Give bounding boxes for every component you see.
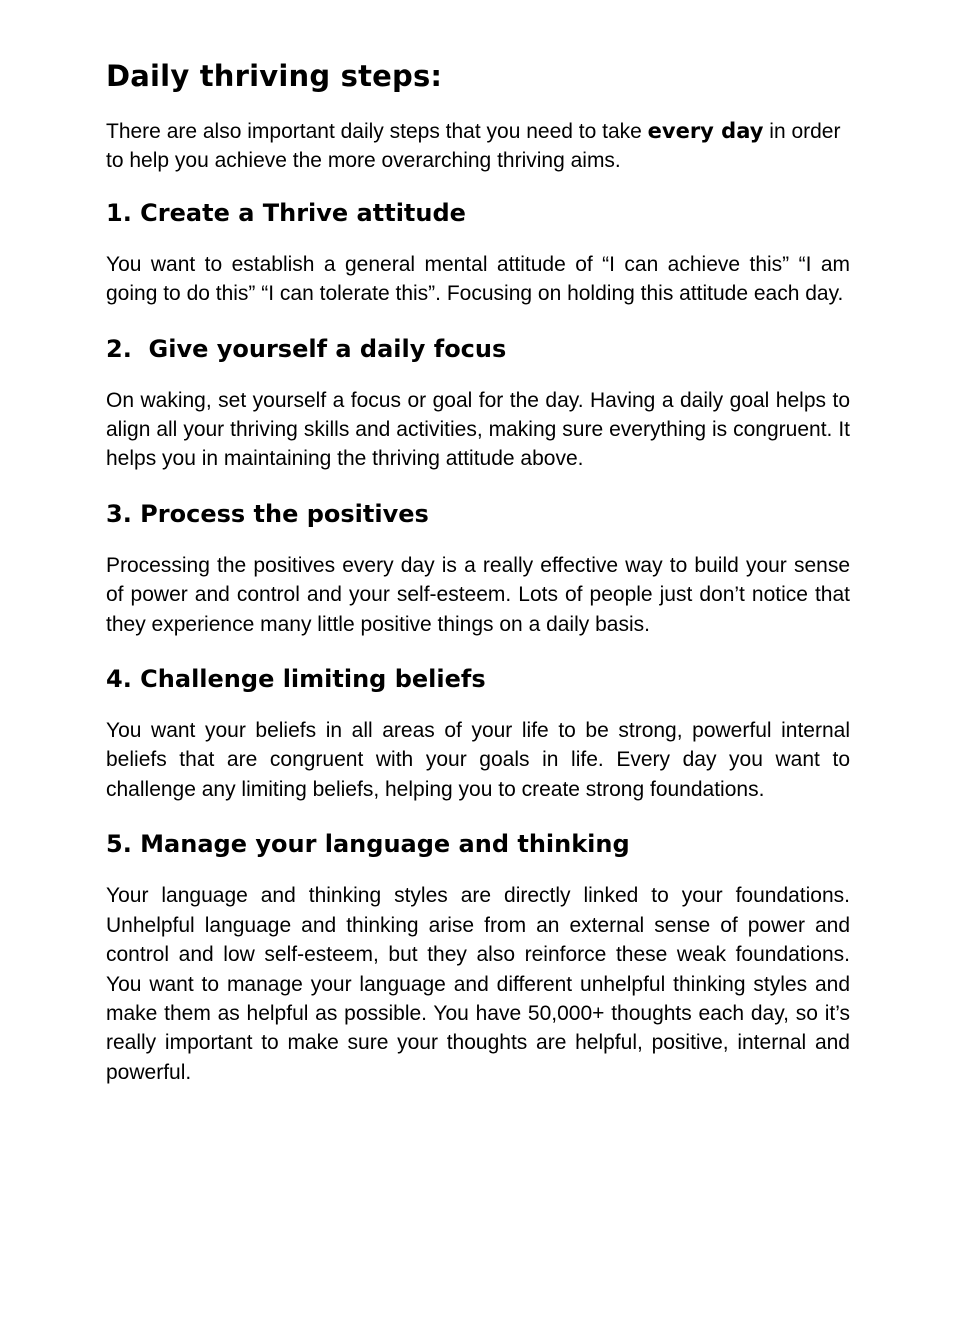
page-title: Daily thriving steps: (106, 59, 443, 93)
intro-emphasis: every day (647, 119, 764, 143)
section-heading: 4. Challenge limiting beliefs (106, 665, 486, 694)
section-create-thrive-attitude (106, 198, 850, 309)
section-manage-language (106, 829, 850, 1087)
section-heading: 1. Create a Thrive attitude (106, 198, 466, 227)
section-heading: 3. Process the positives (106, 499, 429, 528)
section-daily-focus (106, 334, 850, 474)
section-body: On waking, set yourself a focus or goal for the day. Having a daily goal helps to align all your thriving skills and activities, making sure everything is congruent. It helps you in maintaining the thriving attitude above. (106, 388, 850, 471)
section-body: Processing the positives every day is a really effective way to build your sense of power and control and your self-esteem. Lots of people just don’t notice that they experience many little positive things on a daily basis. (106, 553, 850, 636)
section-process-positives (106, 499, 850, 639)
intro-text-before: There are also important daily steps that you need to take (106, 120, 648, 143)
section-body: You want your beliefs in all areas of your life to be strong, powerful internal beliefs that are congruent with your goals in life. Every day you want to challenge any limiting beliefs, helping you to create strong foundations. (106, 719, 850, 801)
section-body: Your language and thinking styles are directly linked to your foundations. Unhelpful language and thinking arise from an external sense of power and control and low self-esteem, but they also reinforce these weak foundations. You want to manage your language and different unhelpful thinking styles and make them as helpful as possible. You have 50,000+ thoughts each day, so it’s really important to make sure your thoughts are helpful, positive, internal and powerful. (106, 884, 850, 1084)
section-body: You want to establish a general mental attitude of “I can achieve this” “I am going to do this” “I can tolerate this”. Focusing on holding this attitude each day. (106, 252, 850, 306)
section-challenge-beliefs (106, 664, 850, 804)
document-page (106, 58, 850, 1112)
intro-paragraph (106, 117, 850, 176)
section-heading: 2. Give yourself a daily focus (106, 334, 507, 363)
intro-text-after: in order to help you achieve the more overarching thriving aims. (106, 120, 841, 173)
section-heading: 5. Manage your language and thinking (106, 830, 630, 859)
